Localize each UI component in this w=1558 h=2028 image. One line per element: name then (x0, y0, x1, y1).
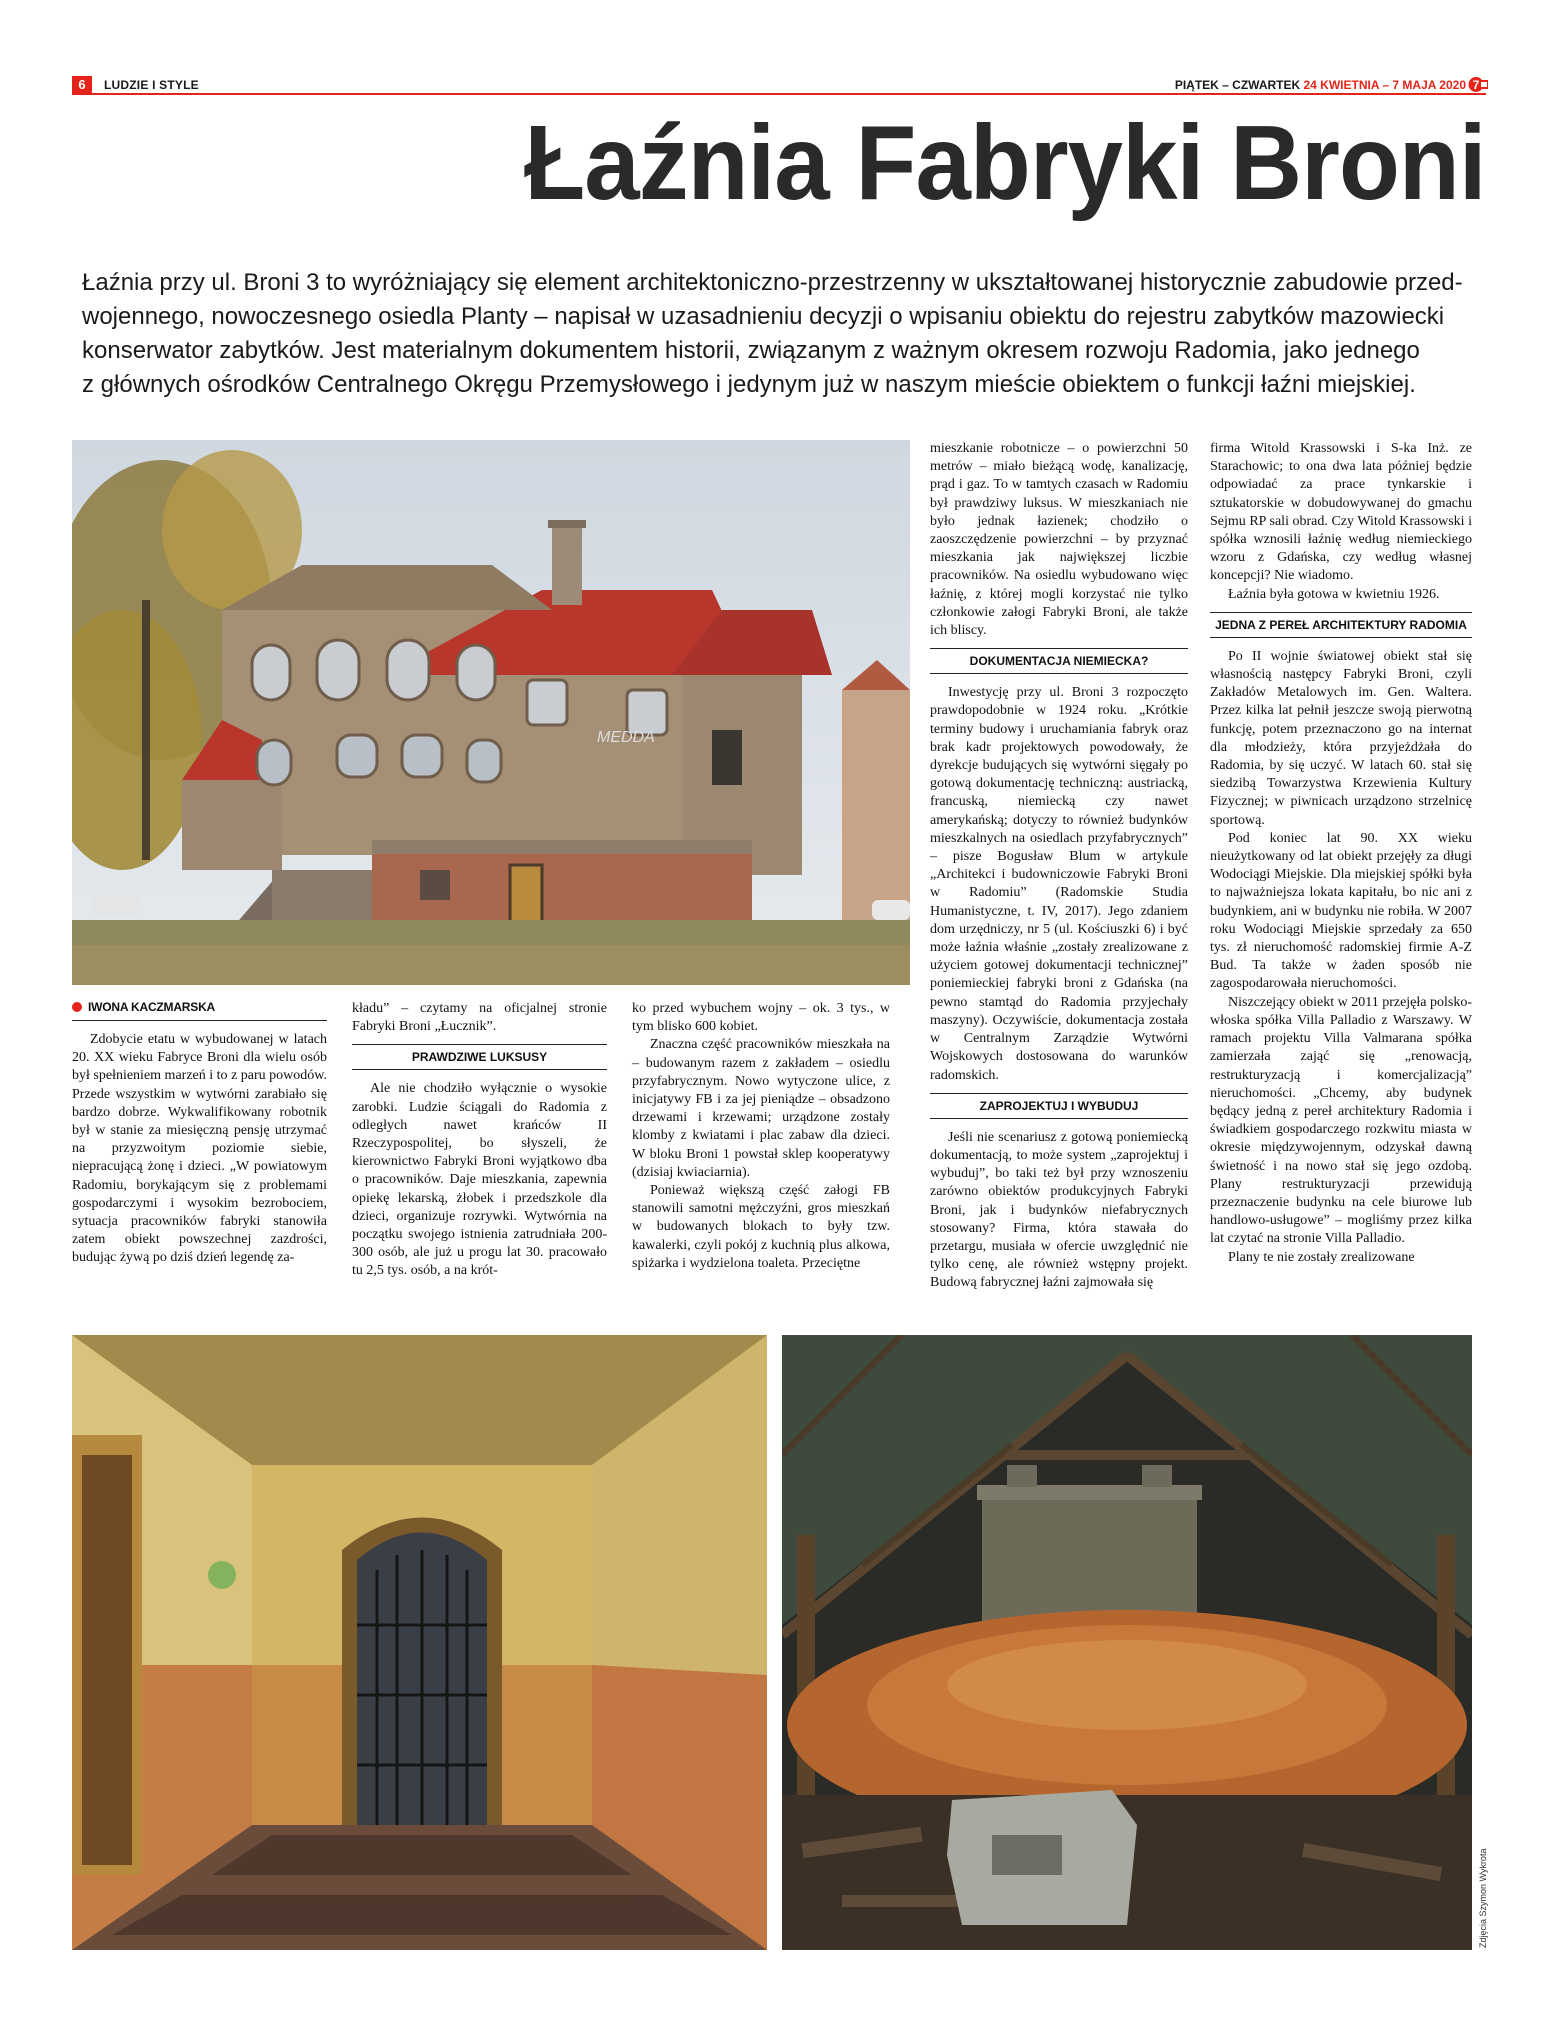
lead-line: wojennego, nowoczesnego osiedla Planty – napisał w uzasadnieniu decyzji o wpisaniu obiektu do rejestru zabytków mazowiecki (82, 303, 1445, 330)
byline-rule (72, 1020, 327, 1021)
article-column-1 (72, 1000, 327, 1268)
paragraph: Po II wojnie światowej obiekt stał się własnością następcy Fabryki Broni, czyli Zakładów Metalowych im. Gen. Waltera. Przez kilka lat pełnił jeszcze swoją pierwotną funkcję, potem przeznaczono go na internat dla młodzieży, która przyjeżdżała do Radomia, by się uczyć. W latach 60. stał się siedzibą Towarzystwa Krzewienia Kultury Fizycznej; w piwnicach urządzono strzelnicę sportową. (1210, 648, 1472, 828)
subheading: DOKUMENTACJA NIEMIECKA? (930, 648, 1188, 674)
article-column-3 (632, 1000, 890, 1273)
subheading: JEDNA Z PEREŁ ARCHITEKTURY RADOMIA (1210, 612, 1472, 638)
paragraph: kładu” – czytamy na oficjalnej stronie Fabryki Broni „Łucznik”. (352, 1001, 607, 1035)
paragraph: Zdobycie etatu w wybudowanej w latach 20. XX wieku Fabryce Broni dla wielu osób był spełnieniem marzeń i to z paru powodów. Przede wszystkim w wytwórni zarabiało się bardzo dobrze. Wykwalifikowany robotnik był w stanie za miesięczną pensję utrzymać na przyzwoitym poziomie siebie, niepracującą żonę i dzieci. „W powiatowym Radomiu, borykającym się z problemami gospodarczymi i wysokim bezrobociem, sytuacja pracowników fabryki stanowiła zatem obiekt powszechnej zazdrości, budując żywą po dziś dzień legendę za- (72, 1032, 327, 1266)
dateline-prefix: PIĄTEK – CZWARTEK (1174, 78, 1301, 92)
article-column-5 (1210, 440, 1472, 1267)
attic-interior-photo (782, 1335, 1472, 1950)
article-column-2 (352, 1000, 607, 1281)
article-column-4 (930, 440, 1188, 1293)
article-title: Łaźnia Fabryki Broni (524, 104, 1486, 222)
paragraph: ko przed wybuchem wojny – ok. 3 tys., w tym blisko 600 kobiet. (632, 1001, 890, 1035)
page-number: 6 (72, 76, 92, 94)
svg-text:7: 7 (1472, 78, 1480, 92)
paragraph: Niszczejący obiekt w 2011 przejęła polsko-włoska spółka Villa Palladio z Warszawy. W ramach projektu Villa Valmarana spółka zamierzała zająć się „renowacją, restrukturyzacją i komercjalizacją” nieruchomości. „Chcemy, aby budynek będący jedną z pereł architektury Radomia i świadkiem gospodarczego rozkwitu miasta w okresie międzywojennym, odzyskał dawną świetność i na nowo stał się jego ozdobą. Plany restrukturyzacji przewidują przeznaczenie budynku na cele biurowe lub handlowo-usługowe” – mogliśmy przez kilka lat czytać na stronie Villa Palladio. (1210, 994, 1473, 1247)
corridor-interior-photo (72, 1335, 767, 1950)
paragraph: Ponieważ większą część załogi FB stanowili samotni mężczyźni, gros mieszkań w budowanych blokach to były tzw. kawalerki, czyli pokój z kuchnią plus alkowa, spiżarka i wydzielona toaleta. Przeciętne (632, 1183, 890, 1271)
paragraph: Jeśli nie scenariusz z gotową poniemiecką dokumentacją, to może system „zaprojektuj i wybuduj”, bo taki też był przy wznoszeniu zarówno obiektów produkcyjnych Fabryki Broni, jak i budynków niefabrycznych stosowany? Firma, która stawała do przetargu, musiała w ofercie uwzględnić nie tylko cenę, ale również wstępny projekt. Budową fabrycznej łaźni zajmowała się (930, 1129, 1188, 1291)
photo-credit-text: Zdjęcia Szymon Wykrota (1478, 1848, 1488, 1948)
article-lead (82, 266, 1482, 402)
section-name: LUDZIE I STYLE (104, 78, 199, 92)
author-byline (72, 1000, 327, 1014)
paragraph: Plany te nie zostały zrealizowane (1228, 1249, 1415, 1265)
bullet-icon (72, 1002, 82, 1012)
lead-line: konserwator zabytków. Jest materialnym dokumentem historii, związanym z ważnym okresem rozwoju Radomia, jako jednego (82, 337, 1420, 364)
paragraph: Ale nie chodziło wyłącznie o wysokie zarobki. Ludzie ściągali do Radomia z odległych nawet krańców II Rzeczypospolitej, bo słyszeli, że kierownictwo Fabryki Broni wyjątkowo dba o pracowników. Daje mieszkania, zapewnia opiekę lekarską, żłobek i przedszkole dla dzieci, organizuje rozrywki. Wytwórnia na początku swojego istnienia zatrudniała 200-300 osób, ale już u progu lat 30. pracowało tu 2,5 tys. osób, a na krót- (352, 1081, 607, 1279)
photo-credit (1478, 1848, 1492, 1948)
header-rule (72, 93, 1486, 95)
subheading: ZAPROJEKTUJ I WYBUDUJ (930, 1093, 1188, 1119)
subheading: PRAWDZIWE LUKSUSY (352, 1044, 607, 1070)
paragraph: firma Witold Krassowski i S-ka Inż. ze Starachowic; to ona dwa lata później będzie odpowiadać za prace tynkarskie i sztukatorskie w dobudowywanej do gmachu Sejmu RP sali obrad. Czy Witold Krassowski i spółka wznosili łaźnię według niemieckiego wzoru z Gdańska, czy według własnej koncepcji? Nie wiadomo. (1210, 441, 1472, 584)
author-name: IWONA KACZMARSKA (88, 1000, 216, 1014)
publication-logo (1468, 76, 1488, 93)
building-exterior-photo (72, 440, 910, 985)
paragraph: Łaźnia była gotowa w kwietniu 1926. (1228, 586, 1440, 602)
paragraph: mieszkanie robotnicze – o powierzchni 50 metrów – miało bieżącą wodę, kanalizację, prąd i gaz. To w tamtych czasach w Radomiu był prawdziwy luksus. W mieszkaniach nie było jednak łazienek; chodziło o zaoszczędzenie powierzchni – by przyznać mieszkania jak największej liczbie pracowników. Na osiedlu wybudowano więc łaźnię, z której mogli korzystać nie tylko członkowie załogi Fabryki Broni, ale także ich bliscy. (930, 441, 1188, 639)
graffiti-text: MEDDA (597, 729, 655, 746)
lead-line: z głównych ośrodków Centralnego Okręgu Przemysłowego i jedynym już w naszym mieście obiektem o funkcji łaźni miejskiej. (82, 371, 1416, 398)
paragraph: Znaczna część pracowników mieszkała na – budowanym razem z zakładem – osiedlu przyfabrycznym. Nowo wytyczone ulice, z inicjatywy FB i za jej pieniądze – obsadzono drzewami i krzewami; urządzone zostały klomby z kwiatami i plac zabaw dla dzieci. W bloku Broni 1 powstał sklep kooperatywy (dzisiaj kwiaciarnia). (632, 1037, 890, 1180)
dateline-dates: 24 KWIETNIA – 7 MAJA 2020 (1303, 78, 1466, 92)
issue-date (1175, 76, 1466, 94)
paragraph: Pod koniec lat 90. XX wieku nieużytkowany od lat obiekt przejęły za długi Wodociągi Miejskie. Dla miejskiej spółki była to najważniejsza lokata kapitału, bo nic ani z budynkiem, ani w budynku nie robiła. W 2007 roku Wodociągi Miejskie sprzedały za 650 tys. zł nieruchomość radomskiej firmie A-Z Bud. Ta także w żaden sposób nie zagospodarowała nieruchomości. (1210, 830, 1472, 992)
paragraph: Inwestycję przy ul. Broni 3 rozpoczęto prawdopodobnie w 1924 roku. „Krótkie terminy budowy i uruchamiania fabryk oraz brak kadr projektowych powodowały, że dyrekcje budujących się wytwórni sięgały po gotową dokumentację techniczną: austriacką, francuską, niemiecką czy nawet amerykańską; dotyczy to również budynków mieszkalnych na osiedlach przyfabrycznych” – pisze Bogusław Blum w artykule „Architekci i budowniczowie Fabryki Broni w Radomiu” (Radomskie Studia Humanistyczne, t. IV, 2017). Jego zdaniem dom urzędniczy, nr 5 (ul. Kościuszki 6) i być może łaźnia właśnie „zostały zrealizowane z użyciem gotowej dokumentacji technicznej” poniemieckiej fabryki broni z Gdańska (na pewno stamtąd do Radomia przyjechały maszyny). Oczywiście, dokumentacja została w Centralnym Zarządzie Wytwórni Wojskowych dostosowana do warunków radomskich. (930, 685, 1188, 1083)
lead-line: Łaźnia przy ul. Broni 3 to wyróżniający się element architektoniczno-przestrzenny w ukształtowanej historycznie zabudowie przed- (82, 269, 1463, 296)
